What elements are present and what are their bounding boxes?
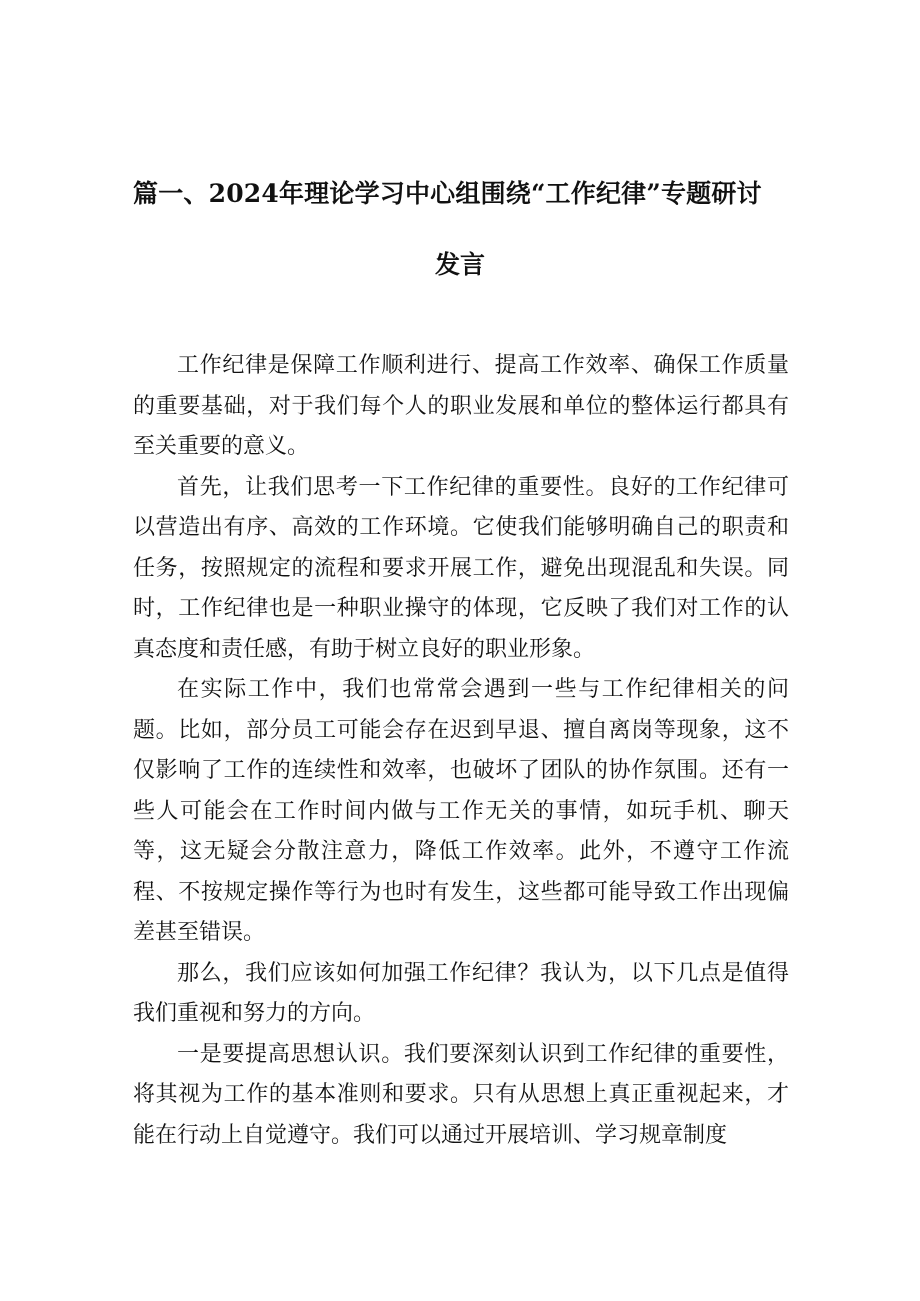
paragraph: 在实际工作中，我们也常常会遇到一些与工作纪律相关的问题。比如，部分员工可能会存在迟到早退、擅自离岗等现象，这不仅影响了工作的连续性和效率，也破坏了团队的协作氛围。还有一些人可能会在工作时间内做与工作无关的事情，如玩手机、聊天等，这无疑会分散注意力，降低工作效率。此外，不遵守工作流程、不按规定操作等行为也时有发生，这些都可能导致工作出现偏差甚至错误。 xyxy=(133,677,789,945)
document-title-line-2: 发言 xyxy=(434,250,485,279)
paragraph: 首先，让我们思考一下工作纪律的重要性。良好的工作纪律可以营造出有序、高效的工作环境。它使我们能够明确自己的职责和任务，按照规定的流程和要求开展工作，避免出现混乱和失误。同时，工作纪律也是一种职业操守的体现，它反映了我们对工作的认真态度和责任感，有助于树立良好的职业形象。 xyxy=(133,474,789,662)
paragraph: 那么，我们应该如何加强工作纪律？我认为，以下几点是值得我们重视和努力的方向。 xyxy=(133,960,789,1026)
paragraph: 一是要提高思想认识。我们要深刻认识到工作纪律的重要性，将其视为工作的基本准则和要求。只有从思想上真正重视起来，才能在行动上自觉遵守。我们可以通过开展培训、学习规章制度 xyxy=(133,1041,789,1148)
document-title-line-1: 篇一、2024年理论学习中心组围绕“工作纪律”专题研讨 xyxy=(133,179,762,208)
paragraph: 工作纪律是保障工作顺利进行、提高工作效率、确保工作质量的重要基础，对于我们每个人的职业发展和单位的整体运行都具有至关重要的意义。 xyxy=(133,353,789,459)
document-body xyxy=(133,346,789,1156)
